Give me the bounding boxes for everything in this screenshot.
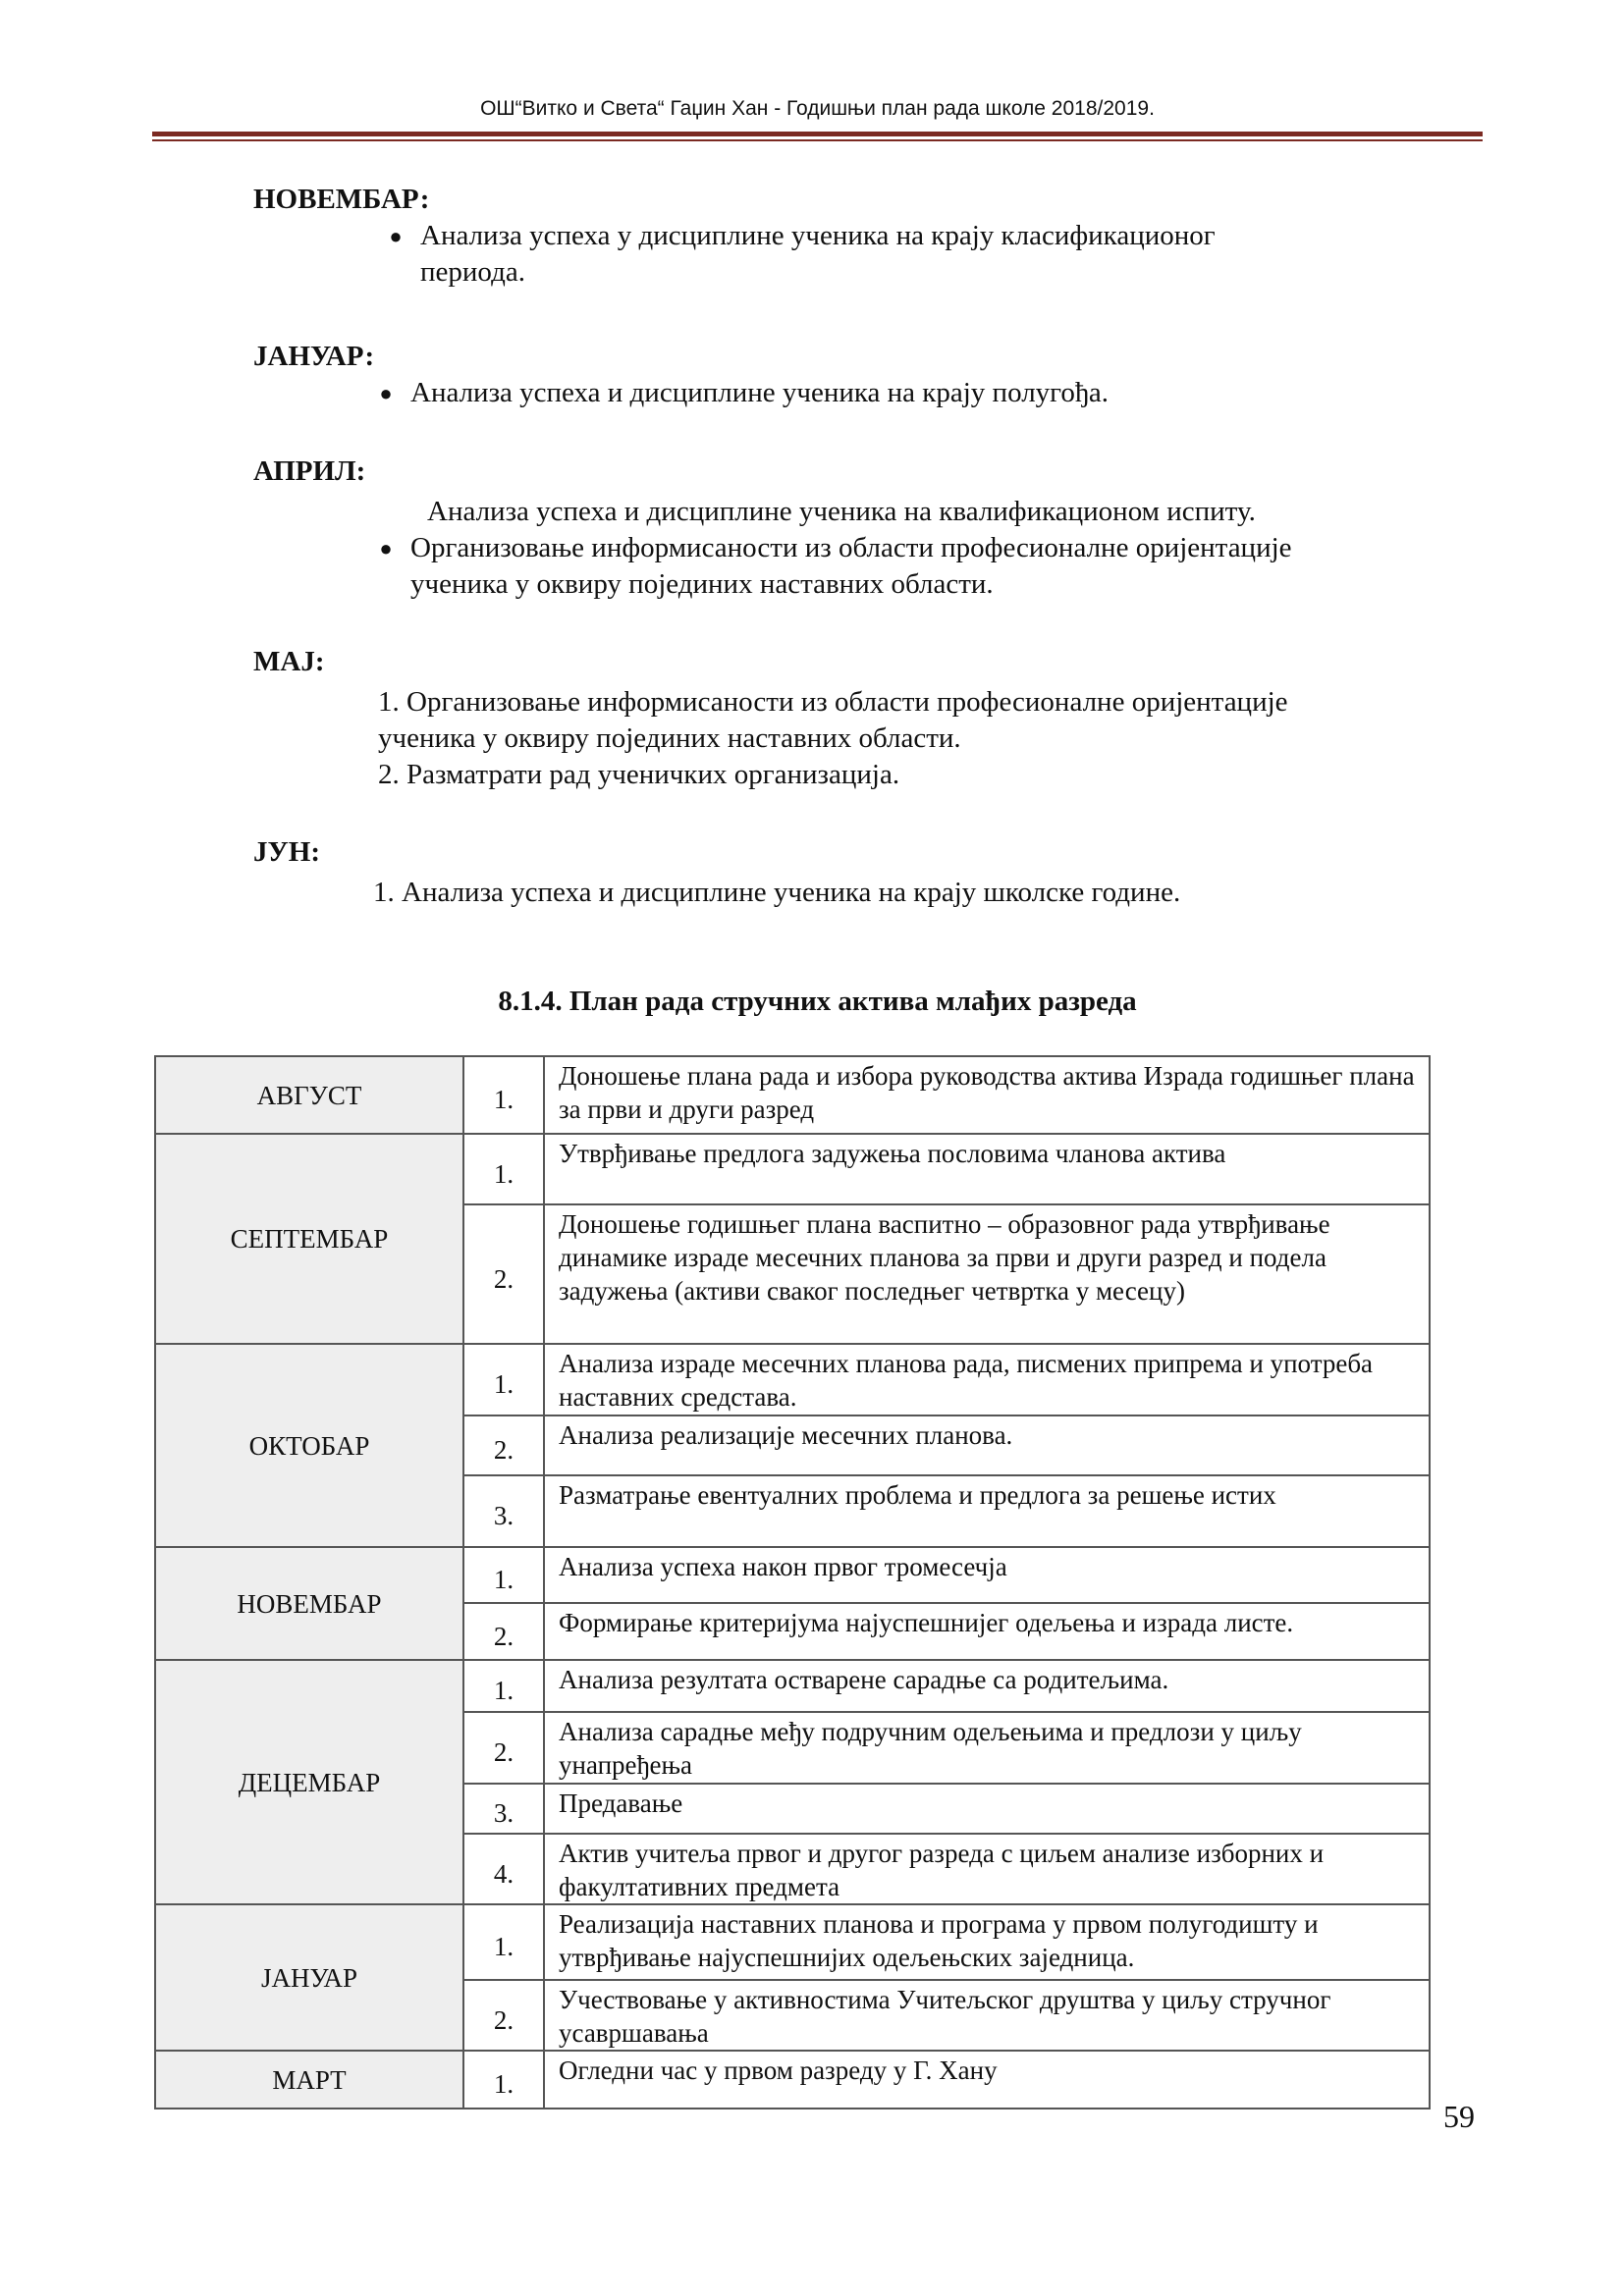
number-cell: 3.: [463, 1475, 544, 1547]
list-item: [371, 218, 1481, 291]
activity-cell: Разматрање евентуалних проблема и предлога за решење истих: [544, 1475, 1430, 1547]
activity-cell: Учествовање у активностима Учитељског друштва у циљу стручног усавршавања: [544, 1980, 1430, 2051]
table-row: [155, 1547, 1430, 1603]
bullet-icon: ●: [379, 536, 393, 561]
list-item-line: 2. Разматрати рад ученичких организација.: [378, 759, 900, 790]
section-maj: [253, 644, 1481, 793]
activity-cell: Анализа израде месечних планова рада, писмених припрема и употреба наставних средстава.: [544, 1344, 1430, 1415]
list-item-text: [410, 530, 1292, 603]
activity-cell: Огледни час у првом разреду у Г. Хану: [544, 2051, 1430, 2109]
list-item-line: 1. Организовање информисаности из области професионалне оријентације: [378, 686, 1288, 718]
section-novembar: [253, 182, 1481, 291]
page-number: 59: [1443, 2099, 1475, 2134]
activity-cell: Реализација наставних планова и програма у првом полугодишту и утврђивање најуспешнијих одељењских заједница.: [544, 1904, 1430, 1980]
number-cell: 2.: [463, 1415, 544, 1475]
number-cell: 2.: [463, 1603, 544, 1660]
bullet-icon: ●: [379, 381, 393, 405]
number-cell: 1.: [463, 1134, 544, 1204]
number-cell: 4.: [463, 1834, 544, 1904]
header-rule-thin: [152, 139, 1483, 141]
number-cell: 1.: [463, 1056, 544, 1134]
activity-cell: Актив учитеља првог и другог разреда с циљем анализе изборних и факултативних предмета: [544, 1834, 1430, 1904]
table-row: [155, 2051, 1430, 2109]
number-cell: 2.: [463, 1712, 544, 1784]
number-cell: 1.: [463, 1660, 544, 1712]
list-item-line: Организовање информисаности из области професионалне оријентације: [410, 532, 1292, 563]
section-jun: [253, 834, 1481, 911]
table-row: [155, 1134, 1430, 1204]
month-cell: ДЕЦЕМБАР: [155, 1660, 463, 1904]
section-heading: ЈАНУАР:: [253, 341, 375, 372]
plan-table: [154, 1055, 1431, 2109]
number-cell: 1.: [463, 2051, 544, 2109]
month-cell: МАРТ: [155, 2051, 463, 2109]
list-item-text: [420, 218, 1216, 291]
section-heading: ЈУН:: [253, 836, 320, 868]
running-header: ОШ“Витко и Света“ Гаџин Хан - Годишњи план рада школе 2018/2019.: [480, 97, 1155, 120]
month-cell: ЈАНУАР: [155, 1904, 463, 2051]
number-cell: 1.: [463, 1547, 544, 1603]
month-cell: СЕПТЕМБАР: [155, 1134, 463, 1344]
list-item-line: периода.: [420, 256, 525, 288]
activity-cell: Предавање: [544, 1784, 1430, 1834]
month-cell: ОКТОБАР: [155, 1344, 463, 1547]
list-item-text: Анализа успеха и дисциплине ученика на крају полугођа.: [410, 377, 1109, 408]
number-cell: 3.: [463, 1784, 544, 1834]
activity-cell: Формирање критеријума најуспешнијег одељења и израда листе.: [544, 1603, 1430, 1660]
section-heading: МАЈ:: [253, 646, 325, 677]
month-cell: НОВЕМБАР: [155, 1547, 463, 1660]
number-cell: 2.: [463, 1980, 544, 2051]
activity-cell: Анализа реализације месечних планова.: [544, 1415, 1430, 1475]
month-cell: АВГУСТ: [155, 1056, 463, 1134]
section-april: [253, 454, 1481, 603]
numbered-list: [378, 684, 1481, 793]
number-cell: 1.: [463, 1904, 544, 1980]
bullet-icon: ●: [389, 224, 403, 248]
table-row: [155, 1660, 1430, 1712]
activity-cell: Анализа сарадње међу подручним одељењима и предлози у циљу унапређења: [544, 1712, 1430, 1784]
activity-cell: Утврђивање предлога задужења пословима чланова актива: [544, 1134, 1430, 1204]
activity-cell: Доношење плана рада и избора руководства актива Израда годишњег плана за први и други разред: [544, 1056, 1430, 1134]
section-januar: [253, 339, 1481, 411]
list-item: [361, 375, 1481, 411]
list-item-text: 1. Анализа успеха и дисциплине ученика на крају школске године.: [373, 877, 1181, 908]
list-item: [361, 530, 1481, 603]
table-row: [155, 1056, 1430, 1134]
header-rule: [152, 132, 1483, 136]
table-title: 8.1.4. План рада стручних актива млађих разреда: [498, 986, 1137, 1017]
number-cell: 1.: [463, 1344, 544, 1415]
list-item-line: ученика у оквиру појединих наставних области.: [410, 568, 994, 600]
activity-cell: Анализа резултата остварене сарадње са родитељима.: [544, 1660, 1430, 1712]
section-heading: НОВЕМБАР:: [253, 184, 430, 215]
list-item-line: Анализа успеха у дисциплине ученика на крају класификационог: [420, 220, 1216, 251]
activity-cell: Доношење годишњег плана васпитно – образовног рада утврђивање динамике израде месечних планова за први и други разред и подела задужења (активи сваког последњег четвртка у месецу): [544, 1204, 1430, 1344]
table-row: [155, 1904, 1430, 1980]
list-item-line: ученика у оквиру појединих наставних области.: [378, 722, 961, 754]
section-heading: АПРИЛ:: [253, 455, 366, 487]
number-cell: 2.: [463, 1204, 544, 1344]
table-row: [155, 1344, 1430, 1415]
list-item-text: Анализа успеха и дисциплине ученика на квалификационом испиту.: [427, 496, 1256, 527]
activity-cell: Анализа успеха након првог тромесечја: [544, 1547, 1430, 1603]
